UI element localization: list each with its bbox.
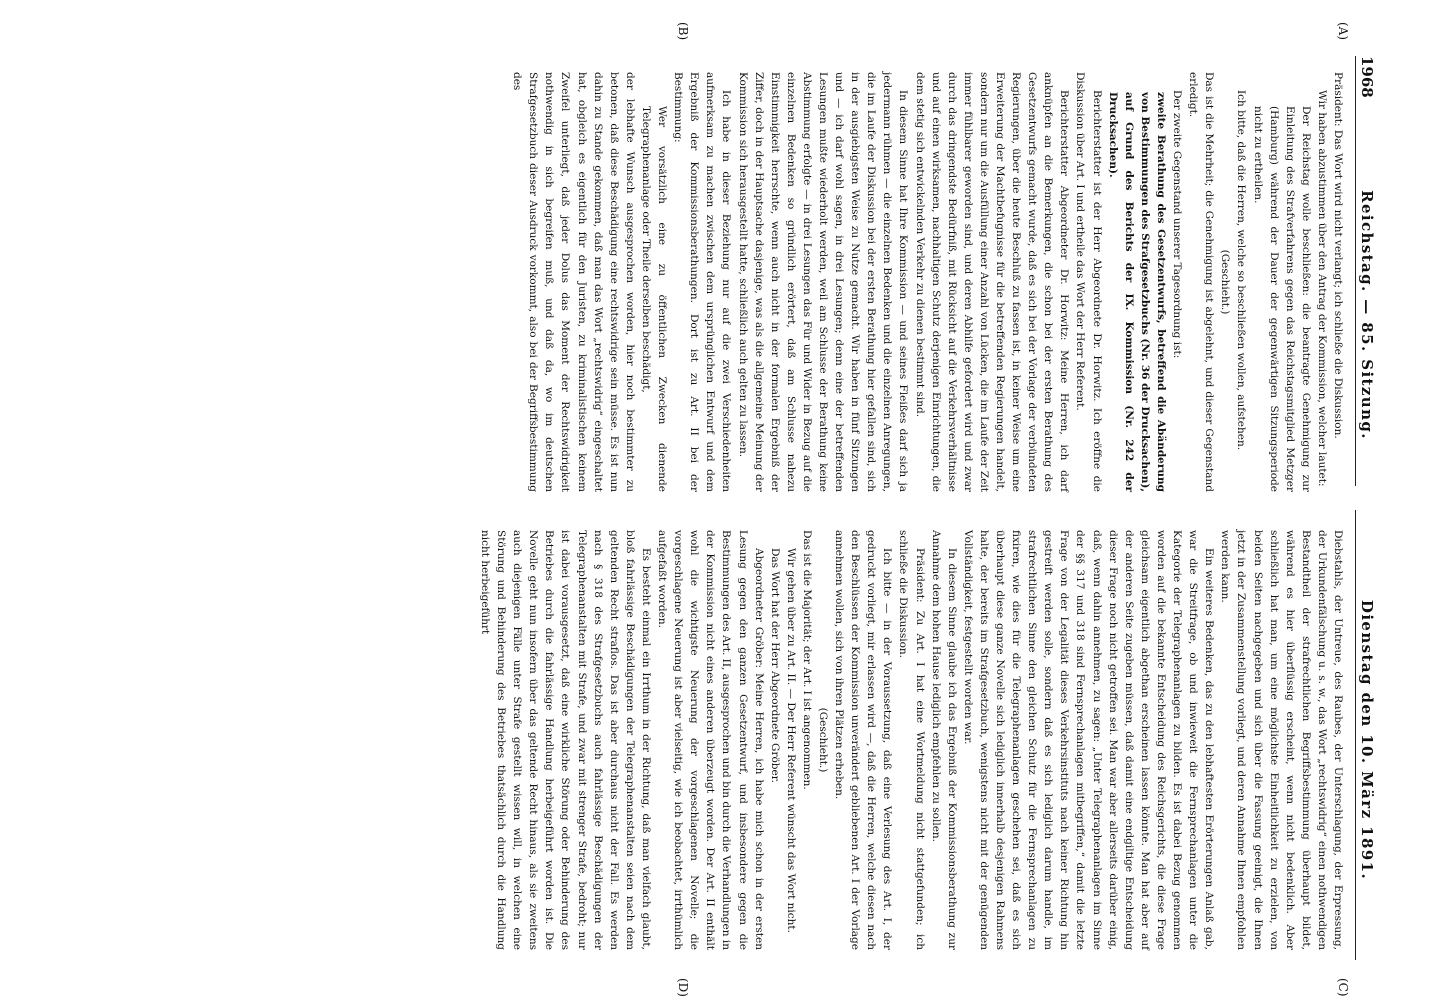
paragraph: (Geschieht.): [1219, 249, 1232, 315]
left-text-column: [509, 72, 1346, 492]
paragraph: Das Wort hat der Herr Abgeordnete Gröber.: [768, 548, 781, 783]
paragraph: Der zweite Gegenstand unserer Tagesordnung ist:: [1171, 90, 1184, 359]
paragraph: Berichterstatter Abgeordneter Dr. Horwitz: Meine Herren, ich darf anknüpfen an die Bemerkungen, die schon bei der ersten Berathung des Gesetzentwurfs gemacht wurde, daß es sich bei der Vorlage der verbündeten Regierungen, über die heute Beschluß zu fassen ist, in keiner Weise um eine Erweiterung der Machtbefugnisse für die betreffenden Regierungen handelt, sondern nur um die Ausfüllung einer Anzahl von Lücken, die im Laufe der Zeit immer fühlbarer geworden sind, und deren Abhilfe gefordert wird und zwar durch das dringendste Bedürfniß, mit Rücksicht auf die Verkehrsverhältnisse und auf einen wirksamen, nachhaltigen Schutz derjenigen Einrichtungen, die dem stetig sich entwickelnden Verkehr zu dienen bestimmt sind.: [913, 72, 1071, 492]
paragraph: Das ist die Mehrheit; die Genehmigung ist abgelehnt, und dieser Gegenstand erledigt.: [1187, 72, 1216, 492]
paragraph: Diebstahls, der Untreue, des Raubes, der Unterschlagung, der Erpressung, der Urkundenfälschung u. s. w., das Wort „rechtswidrig“ einen nothwendigen Bestandtheil der strafrechtlichen Begriffsbestimmung überhaupt bildet, während es hier überflüssig erscheint, wenn nicht bedenklich. Aber schließlich hat man, um eine möglichste Einheitlichkeit zu erzielen, von beiden Seiten nachgegeben und sich über die Fassung geeinigt, die Ihnen jetzt in der Zusammenstellung vorliegt, und deren Annahme Ihnen empfohlen werden kann.: [1219, 530, 1344, 950]
paragraph: zweite Berathung des Gesetzentwurfs, betreffend die Abänderung von Bestimmungen des Strafgesetzbuchs (Nr. 36 der Drucksachen), auf Grund des Berichts der IX. Kommission (Nr. 242 der Drucksachen).: [1106, 92, 1167, 492]
paragraph: Wir haben abzustimmen über den Antrag der Kommission, welcher lautet:: [1315, 90, 1328, 487]
paragraph: Präsident: Das Wort wird nicht verlangt; ich schließe die Diskussion.: [1332, 72, 1344, 439]
paragraph: In diesem Sinne hat Ihre Kommission — und seines Fleißes darf sich ja jedermann rühmen — die einzelnen Bedenken und die einzelnen Anregungen, die im Laufe der Diskussion bei der ersten Berathung hier gefallen sind, sich in der ausgiebigsten Weise zu Nutze gemacht. Wir haben in fünf Sitzungen und — ich darf wohl sagen, in drei Lesungen; denn eine der betreffenden Lesungen mußte wiederholt werden, weil am Schlusse der Berathung keine Abstimmung erfolgte — in drei Lesungen das Für und Wider in Bezug auf die einzelnen Bedenken so gründlich erörtert, daß am Schlusse nahezu Einstimmigkeit herrschte, wenn auch nicht in der formalen Ergebniß der Ziffer, doch in der Hauptsache dasjenige, was als die allgemeine Meinung der Kommission sich herausgestellt hatte, schließlich auch gelten zu lassen.: [736, 72, 910, 492]
right-text-column: [477, 530, 1346, 950]
margin-mark-b: (B): [676, 22, 690, 41]
header-rule-left: [1355, 56, 1356, 486]
paragraph: Wir gehen über zu Art. II. — Der Herr Referent wünscht das Wort nicht.: [784, 548, 797, 933]
paragraph: der lebhafte Wunsch ausgesprochen worden, hier noch bestimmter zu betonen, daß diese Beschädigung eine rechtswidrige sein müsse. Es ist nun dahin zu Stande gekommen, daß man das Wort „rechtswidrig“ eingeschaltet hat, obgleich es eigentlich für den Juristen, zu kriminalistischen keinem Zweifel unterliegt, daß jeder Dolus das Moment der Rechtswidrigkeit nothwendig in sich begreifen muß, und daß da, wo im deutschen Strafgesetzbuch dieser Ausdruck vorkommt, also bei der Begriffsbestimmung des: [511, 72, 636, 492]
header-rule-right: [1355, 510, 1356, 960]
paragraph: Ich bitte, daß die Herren, welche so beschließen wollen, aufstehen.: [1235, 90, 1248, 451]
paragraph: In diesem Sinne glaube ich das Ergebniß der Kommissionsberathung zur Annahme dem hohen Hause lediglich empfehlen zu sollen.: [929, 530, 958, 950]
paragraph: Ein weiteres Bedenken, das zu den lebhaftesten Erörterungen Anlaß gab, war die Streitfrage, ob und inwieweit die Fernsprechanlagen unter die Kategorie der Telegraphenanlagen zu bilden. Es ist dabei Bezug genommen worden auf die bekannte Entscheidung des Reichsgerichts, die diese Frage gleichsam eigentlich abgethan erscheinen lassen könnte. Man hat aber auf der anderen Seite zugeben müssen, daß damit eine endgiltige Entscheidung dieser Frage noch nicht getroffen sei. Man war aber allerseits darüber einig, daß, wenn dahin annehmen, zu sagen: „Unter Telegraphenanlagen im Sinne der §§ 317 und 318 sind Fernsprechanlagen mitbegriffen,“ damit die letzte Frage von der Legalität dieses Verkehrsinstituts nach keiner Richtung hin gestreift werden solle, sondern daß es sich lediglich darum handle, im strafrechtlichen Sinne den gleichen Schutz für die Fernsprechanlagen zu fixiren, wie dies für die Telegraphenanlagen geschehen sei, daß es sich überhaupt diese ganze Novelle sich lediglich innerhalb desjenigen Rahmens halte, der bereits im Strafgesetzbuch, wenigstens nicht mit der genügenden Vollständigkeit, festgestellt worden war.: [961, 530, 1216, 950]
margin-mark-d: (D): [676, 978, 690, 997]
running-header-left: Reichstag. — 85. Sitzung.: [1358, 190, 1376, 440]
paragraph: (Geschieht.): [817, 707, 829, 773]
page-number: 1968: [1358, 56, 1376, 98]
paragraph: Ich bitte — in der Voraussetzung, daß eine Verlesung des Art. I, der gedruckt vorliegt, mir erlassen wird —, daß die Herren, welche diesen nach den Beschlüssen der Kommission unverändert gebliebenen Art. I der Vorlage annehmen wollen, sich von ihren Plätzen erheben.: [833, 530, 894, 950]
paragraph: Der Reichstag wolle beschließen: die beantragte Genehmigung zur Einleitung des Strafverfahrens gegen das Reichstagsmitglied Metzger (Hamburg) während der Dauer der gegenwärtigen Sitzungsperiode nicht zu ertheilen.: [1251, 106, 1312, 492]
paragraph: Es besteht einmal ein Irrthum in der Richtung, daß man vielfach glaubt, bloß fahrlässige Beschädigungen der Telegraphenanstalten seien nach dem geltenden Recht straflos. Das ist aber durchaus nicht der Fall. Es werden nach § 318 des Strafgesetzbuchs auch fahrlässige Beschädigungen der Telegraphenanstalten mit Strafe, und zwar mit strenger Strafe, bedroht; nur ist dabei vorausgesetzt, daß eine wirkliche Störung oder Behinderung des Betriebes durch die fahrlässige Handlung herbeigeführt worden ist. Die Novelle geht nun insofern über das geltende Recht hinaus, als sie zweitens auch diejenigen Fälle unter Strafe gestellt wissen will, in welchen eine Störung und Behinderung des Betriebes thatsächlich durch die Handlung nicht herbeigeführt: [479, 530, 652, 950]
paragraph: Berichterstatter ist der Herr Abgeordnete Dr. Horwitz. Ich eröffne die Diskussion über Art. I und ertheile das Wort der Herr Referent.: [1074, 72, 1103, 492]
running-header-right: Dienstag den 10. März 1891.: [1358, 599, 1376, 881]
margin-mark-a: (A): [1336, 22, 1350, 41]
margin-mark-c: (C): [1336, 978, 1350, 997]
paragraph: Präsident: Zu Art. I hat eine Wortmeldung nicht stattgefunden; ich schließe die Diskussion.: [897, 530, 926, 950]
paragraph: Ich habe in dieser Beziehung nur auf die zwei Verschiedenheiten aufmerksam zu machen zwischen dem ursprünglichen Entwurf und dem Ergebniß der Kommissionsberathungen. Dort ist zu Art. II bei der Bestimmung:: [672, 72, 733, 492]
paragraph: Wer vorsätzlich eine zu öffentlichen Zwecken dienende Telegraphenanlage oder Theile derselben beschädigt,: [639, 106, 669, 492]
paragraph: Das ist die Majorität; der Art. I ist angenommen.: [800, 530, 813, 790]
paragraph: Abgeordneter Gröber: Meine Herren, ich habe mich schon in der ersten Lesung gegen den ganzen Gesetzentwurf, und insbesondere gegen die Bestimmungen des Art. II, ausgesprochen und bin durch die Verhandlungen in der Kommission nicht eines anderen überzeugt worden. Der Art. II enthält wohl die wichtigste Neuerung der vorgeschlagenen Novelle; die vorgeschlagene Neuerung ist aber vielseitig, wie ich beobachtet, irrthümlich aufgefaßt worden.: [656, 530, 765, 950]
